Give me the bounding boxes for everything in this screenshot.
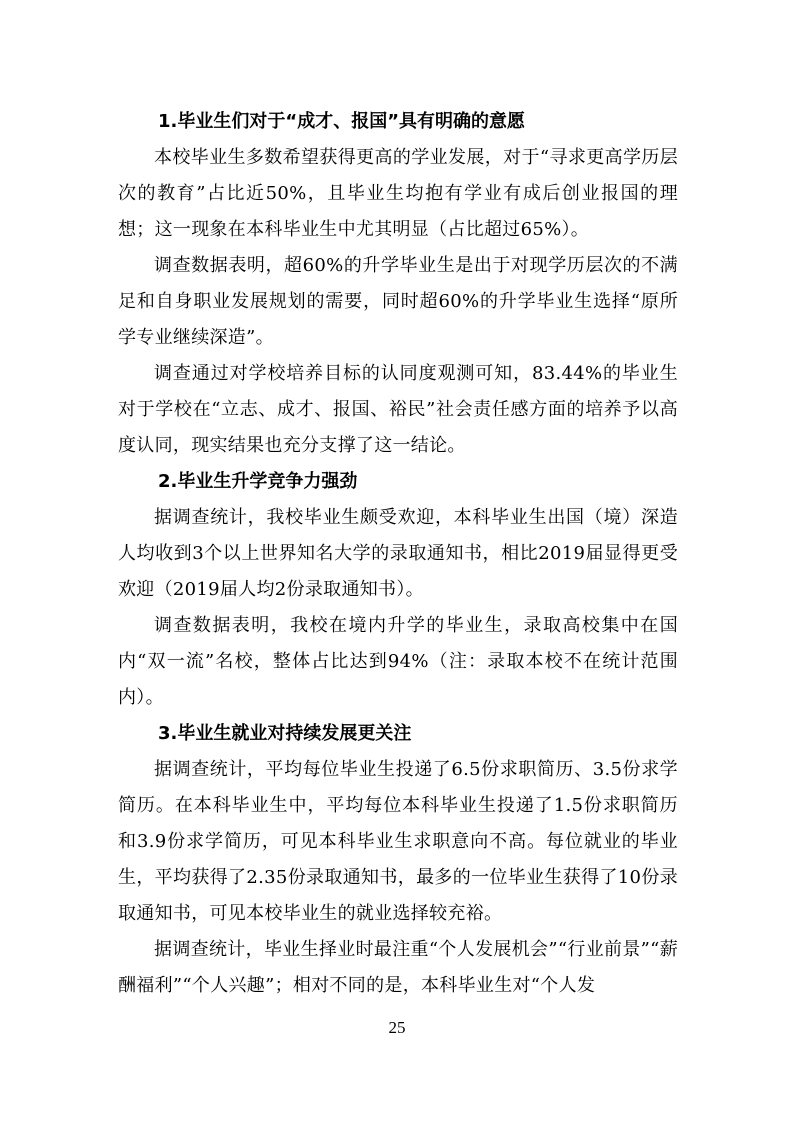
- page-body: [118, 104, 678, 1004]
- section-2-paragraph-1: 据调查统计，我校毕业生颇受欢迎，本科毕业生出国（境）深造人均收到3个以上世界知名大学的录取通知书，相比2019届显得更受欢迎（2019届人均2份录取通知书）。: [118, 507, 678, 600]
- section-3-paragraph-2: 据调查统计，毕业生择业时最注重“个人发展机会”“行业前景”“薪酬福利”“个人兴趣”；相对不同的是，本科毕业生对“个人发: [118, 939, 678, 996]
- section-2-heading: 2.毕业生升学竞争力强劲: [158, 471, 358, 492]
- section-1-paragraph-1: 本校毕业生多数希望获得更高的学业发展，对于“寻求更高学历层次的教育”占比近50%，且毕业生均抱有学业有成后创业报国的理想；这一现象在本科毕业生中尤其明显（占比超过65%）。: [118, 147, 678, 240]
- page-number: 25: [388, 1018, 406, 1037]
- section-2-paragraph-2: 调查数据表明，我校在境内升学的毕业生，录取高校集中在国内“双一流”名校，整体占比达到94%（注：录取本校不在统计范围内）。: [118, 615, 678, 708]
- section-3-paragraph-1: 据调查统计，平均每位毕业生投递了6.5份求职简历、3.5份求学简历。在本科毕业生中，平均每位本科毕业生投递了1.5份求职简历和3.9份求学简历，可见本科毕业生求职意向不高。每位就业的毕业生，平均获得了2.35份录取通知书，最多的一位毕业生获得了10份录取通知书，可见本校毕业生的就业选择较充裕。: [118, 759, 678, 924]
- section-1-paragraph-3: 调查通过对学校培养目标的认同度观测可知，83.44%的毕业生对于学校在“立志、成才、报国、裕民”社会责任感方面的培养予以高度认同，现实结果也充分支撑了这一结论。: [118, 363, 678, 456]
- section-3-heading: 3.毕业生就业对持续发展更关注: [158, 723, 412, 744]
- section-1-paragraph-2: 调查数据表明，超60%的升学毕业生是出于对现学历层次的不满足和自身职业发展规划的需要，同时超60%的升学毕业生选择“原所学专业继续深造”。: [118, 255, 678, 348]
- section-1-heading: 1.毕业生们对于“成才、报国”具有明确的意愿: [158, 111, 526, 132]
